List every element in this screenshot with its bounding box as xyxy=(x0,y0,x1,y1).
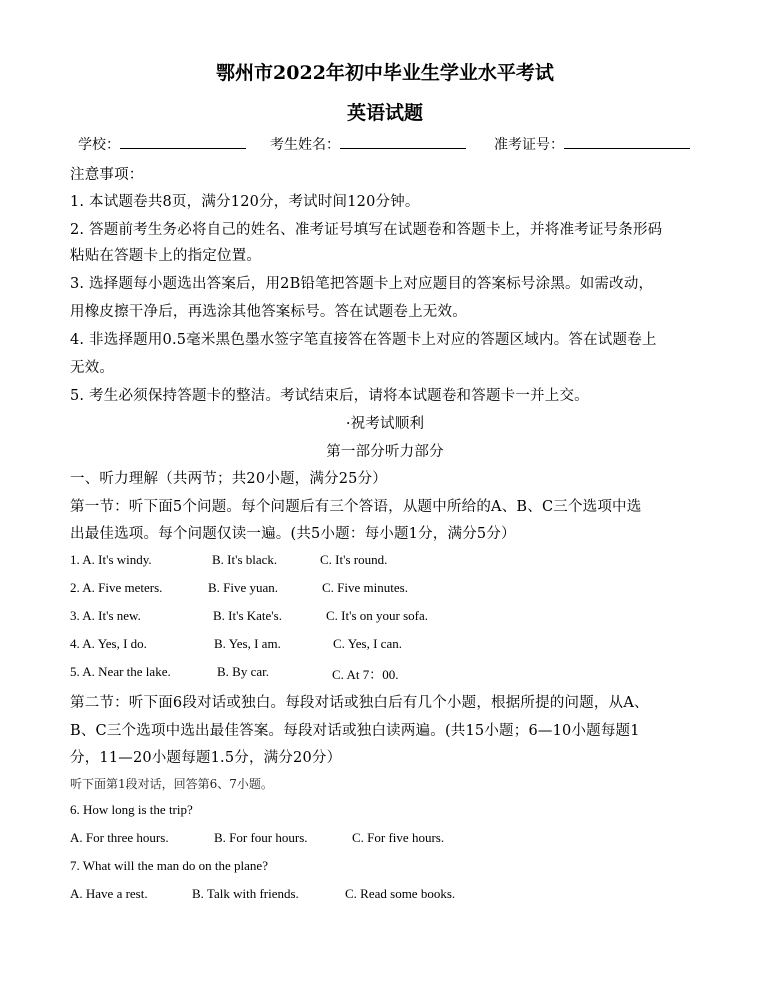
notice-line: 5. 考生必须保持答题卡的整洁。考试结束后，请将本试题卷和答题卡一并上交。 xyxy=(70,388,589,404)
notice-line: 3. 选择题每小题选出答案后，用2B铅笔把答题卡上对应题目的答案标号涂黑。如需改动， xyxy=(70,276,654,292)
option-a: A. Have a rest. xyxy=(70,886,148,901)
id-field xyxy=(494,134,690,154)
id-blank xyxy=(564,134,690,149)
option-b: B. Yes, I am. xyxy=(214,636,281,651)
dialogue-instruction: 听下面第1段对话，回答第6、7小题。 xyxy=(70,777,273,791)
option-c: C. It's round. xyxy=(320,552,388,567)
question-6-stem: 6. How long is the trip? xyxy=(70,802,193,817)
exam-subtitle: 英语试题 xyxy=(346,102,423,124)
notice-line: 4. 非选择题用0.5毫米黑色墨水签字笔直接答在答题卡上对应的答题区域内。答在试题卷上 xyxy=(70,332,657,348)
option-a: 4. A. Yes, I do. xyxy=(70,636,147,651)
notice-line: 用橡皮擦干净后，再选涂其他答案标号。答在试题卷上无效。 xyxy=(70,304,467,320)
id-label: 准考证号： xyxy=(494,137,564,153)
question-7-stem: 7. What will the man do on the plane? xyxy=(70,858,268,873)
option-a: A. For three hours. xyxy=(70,830,169,845)
option-b: B. For four hours. xyxy=(214,830,308,845)
option-c: C. Five minutes. xyxy=(322,580,408,595)
option-b: B. By car. xyxy=(217,664,269,679)
notice-line: 2. 答题前考生务必将自己的姓名、准考证号填写在试题卷和答题卡上，并将准考证号条形码 xyxy=(70,222,663,238)
option-b: B. Five yuan. xyxy=(208,580,279,595)
section1-instruction: 第一节：听下面5个问题。每个问题后有三个答语，从题中所给的A、B、C三个选项中选 xyxy=(70,499,642,515)
school-blank xyxy=(120,134,246,149)
notice-line: 无效。 xyxy=(70,360,115,376)
option-a: 2. A. Five meters. xyxy=(70,580,163,595)
good-luck-wish: ·祝考试顺利 xyxy=(345,416,425,432)
section2-instruction: 分，11—20小题每题1.5分，满分20分） xyxy=(70,750,342,766)
part-title: 第一部分听力部分 xyxy=(326,444,444,460)
option-b: B. It's Kate's. xyxy=(213,608,282,623)
option-a: 1. A. It's windy. xyxy=(70,552,152,567)
exam-title: 鄂州市2022年初中毕业生学业水平考试 xyxy=(216,62,554,84)
option-c: C. It's on your sofa. xyxy=(326,608,429,623)
name-label: 考生姓名： xyxy=(270,137,340,153)
section-heading: 一、听力理解（共两节；共20小题，满分25分） xyxy=(70,471,387,487)
option-c: C. At 7：00. xyxy=(332,667,399,682)
notice-line: 粘贴在答题卡上的指定位置。 xyxy=(70,248,262,264)
section2-instruction: 第二节：听下面6段对话或独白。每段对话或独白后有几个小题，根据所提的问题，从A、 xyxy=(70,695,649,711)
school-label: 学校： xyxy=(78,137,120,153)
notice-heading: 注意事项： xyxy=(70,167,144,183)
name-field xyxy=(270,134,466,154)
name-blank xyxy=(340,134,466,149)
option-b: B. Talk with friends. xyxy=(192,886,299,901)
option-c: C. Yes, I can. xyxy=(333,636,402,651)
option-a: 3. A. It's new. xyxy=(70,608,141,623)
section2-instruction: B、C三个选项中选出最佳答案。每段对话或独白读两遍。(共15小题；6—10小题每题1 xyxy=(70,723,640,739)
notice-line: 1. 本试题卷共8页，满分120分，考试时间120分钟。 xyxy=(70,194,420,210)
option-a: 5. A. Near the lake. xyxy=(70,664,171,679)
school-field xyxy=(78,134,246,154)
option-b: B. It's black. xyxy=(212,552,278,567)
option-c: C. Read some books. xyxy=(345,886,456,901)
section1-instruction: 出最佳选项。每个问题仅读一遍。(共5小题：每小题1分，满分5分） xyxy=(70,526,516,542)
option-c: C. For five hours. xyxy=(352,830,445,845)
